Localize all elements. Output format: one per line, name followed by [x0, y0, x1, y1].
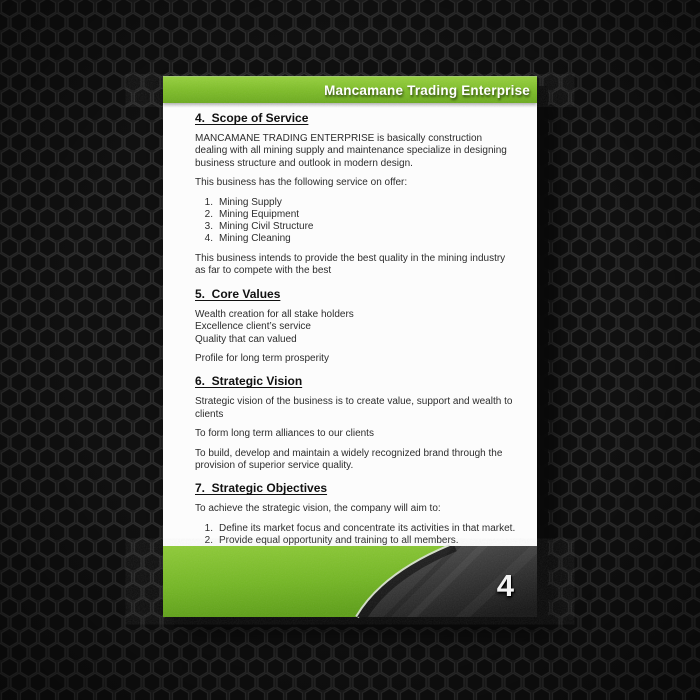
paragraph: MANCAMANE TRADING ENTERPRISE is basically construction dealing with all mining supply and maintenance specialize in designing business structure and outlook in modern design. — [195, 133, 507, 169]
value-line: Quality that can valued — [195, 333, 297, 345]
footer-graphic — [163, 546, 537, 617]
value-line: Excellence client’s service — [195, 321, 311, 333]
list-item — [195, 209, 517, 221]
list-number: 1. — [204, 196, 213, 208]
paragraph: To achieve the strategic vision, the company will aim to: — [195, 503, 441, 515]
page-body — [163, 103, 537, 546]
page-number: 4 — [496, 568, 514, 603]
list-item — [195, 221, 517, 233]
value-line: Wealth creation for all stake holders — [195, 308, 354, 320]
paragraph: To form long term alliances to our clients — [195, 428, 374, 440]
core-values-lines — [195, 309, 517, 346]
list-text: Mining Civil Structure — [219, 220, 314, 232]
list-item — [195, 523, 517, 535]
page-footer-band — [163, 546, 537, 617]
paragraph: To build, develop and maintain a widely recognized brand through the provision of superior service quality. — [195, 447, 503, 472]
list-number: 1. — [204, 522, 213, 534]
list-text: Mining Supply — [219, 196, 282, 208]
list-number: 3. — [204, 220, 213, 232]
list-number: 2. — [204, 208, 213, 220]
list-item — [195, 233, 517, 245]
list-text: Define its market focus and concentrate its activities in that market. — [219, 522, 516, 534]
list-item — [195, 197, 517, 209]
section-heading-strategic-vision: 6. Strategic Vision — [195, 374, 303, 389]
section-heading-core-values: 5. Core Values — [195, 286, 281, 301]
list-number: 4. — [204, 232, 213, 244]
paragraph: This business has the following service on offer: — [195, 177, 408, 189]
list-number: 2. — [204, 534, 213, 546]
paragraph: Profile for long term prosperity — [195, 353, 329, 365]
paragraph: Strategic vision of the business is to create value, support and wealth to clients — [195, 396, 513, 420]
page-header-band — [163, 76, 537, 103]
document-page — [163, 76, 537, 617]
list-text: Provide equal opportunity and training to all members. — [219, 534, 459, 546]
section-heading-strategic-objectives: 7. Strategic Objectives — [195, 481, 328, 496]
company-title: Mancamane Trading Enterprise — [324, 83, 530, 98]
section-heading-scope-of-service: 4. Scope of Service — [195, 111, 309, 125]
paragraph: This business intends to provide the best quality in the mining industry as far to compete with the best — [195, 253, 506, 277]
list-text: Mining Equipment — [219, 208, 300, 220]
services-list — [195, 197, 517, 245]
list-text: Mining Cleaning — [219, 232, 291, 244]
